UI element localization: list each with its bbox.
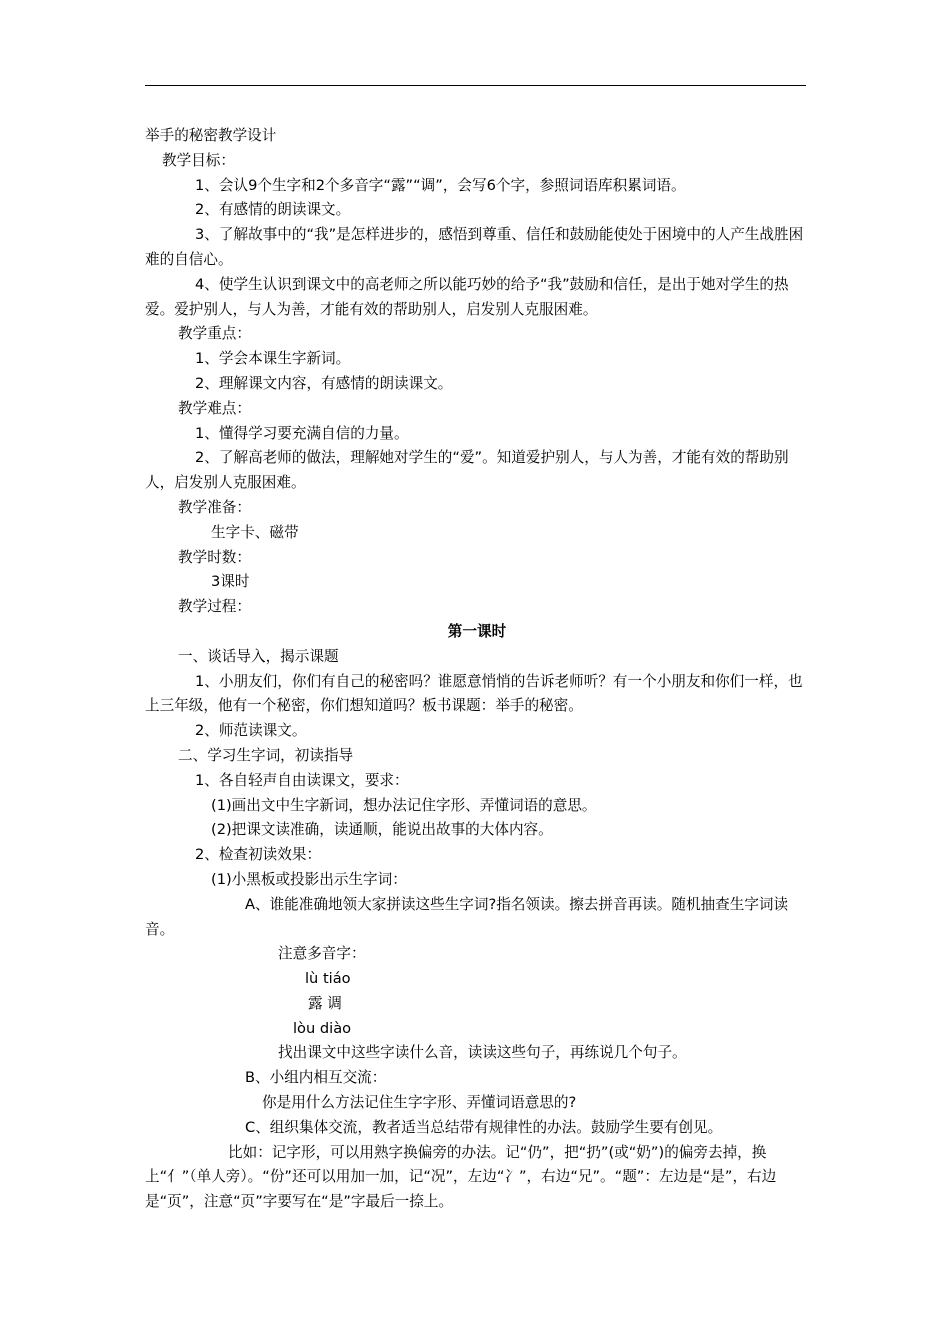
objective-2: 2、有感情的朗读课文。 — [195, 201, 351, 219]
step-one-item-2: 2、师范读课文。 — [195, 722, 307, 740]
objective-4: 4、使学生认识到课文中的高老师之所以能巧妙的给予“我”鼓励和信任，是出于她对学生的热爱。爱护别人，与人为善，才能有效的帮助别人，启发别人克服困难。 — [145, 275, 789, 318]
step-two-item-2: 2、检查初读效果： — [195, 846, 322, 864]
pinyin-row-1: lù tiáo — [305, 970, 351, 988]
example-paragraph: 比如：记字形，可以用熟字换偏旁的办法。记“仍”，把“扔”(或“奶”)的偏旁去掉，换上“亻”（单人旁）。“份”还可以用加一加，记“况”，左边“冫”，右边“兄”。“题”：左边是“是”，右边是“页”，注意“页”字要写在“是”字最后一捺上。 — [145, 1143, 777, 1211]
document-body — [145, 124, 809, 1215]
check-c: C、组织集体交流，教者适当总结带有规律性的办法。鼓励学生要有创见。 — [245, 1118, 723, 1136]
step-one-item-1: 1、小朋友们，你们有自己的秘密吗？谁愿意悄悄的告诉老师听？有一个小朋友和你们一样，也上三年级，他有一个秘密，你们想知道吗？板书课题：举手的秘密。 — [145, 672, 803, 715]
difficulty-1: 1、懂得学习要充满自信的力量。 — [195, 424, 409, 442]
header-rule — [145, 85, 806, 86]
requirement-2: (2)把课文读准确，读通顺，能说出故事的大体内容。 — [211, 821, 553, 839]
heading-preparation: 教学准备： — [178, 498, 251, 516]
find-sentences: 找出课文中这些字读什么音，读读这些句子，再练说几个句子。 — [278, 1044, 687, 1062]
pinyin-row-2: lòu diào — [293, 1019, 352, 1037]
key-point-2: 2、理解课文内容，有感情的朗读课文。 — [195, 374, 453, 392]
difficulty-2: 2、了解高老师的做法，理解她对学生的“爱”。知道爱护别人，与人为善，才能有效的帮助别人，启发别人克服困难。 — [145, 449, 789, 492]
character-row: 露 调 — [308, 994, 342, 1012]
check-b-question: 你是用什么方法记住生字字形、弄懂词语意思的? — [262, 1094, 577, 1112]
preparation-items: 生字卡、磁带 — [211, 523, 299, 541]
check-1: (1)小黑板或投影出示生字词： — [211, 870, 407, 888]
check-b: B、小组内相互交流： — [245, 1069, 387, 1087]
requirement-1: (1)画出文中生字新词，想办法记住字形、弄懂词语的意思。 — [211, 796, 597, 814]
check-a: A、谁能准确地领大家拼读这些生字词?指名领读。擦去拼音再读。随机抽查生字词读音。 — [145, 895, 789, 938]
step-two-heading: 二、学习生字词，初读指导 — [178, 746, 354, 764]
heading-objectives: 教学目标： — [162, 151, 235, 169]
step-one-heading: 一、谈话导入，揭示课题 — [178, 647, 339, 665]
section-title-lesson-1: 第一课时 — [447, 622, 507, 640]
objective-3: 3、了解故事中的“我”是怎样进步的，感悟到尊重、信任和鼓励能使处于困境中的人产生战胜困难的自信心。 — [145, 226, 804, 268]
heading-process: 教学过程： — [178, 598, 251, 616]
step-two-item-1: 1、各自轻声自由读课文，要求： — [195, 771, 409, 789]
key-point-1: 1、学会本课生字新词。 — [195, 350, 351, 368]
polyphone-note: 注意多音字： — [278, 945, 366, 963]
heading-hours: 教学时数： — [178, 548, 251, 566]
heading-key-points: 教学重点： — [178, 325, 251, 343]
heading-difficulties: 教学难点： — [178, 399, 251, 417]
objective-1: 1、会认9个生字和2个多音字“露”“调”，会写6个字，参照词语库积累词语。 — [195, 176, 686, 194]
doc-title: 举手的秘密教学设计 — [145, 127, 277, 144]
hours-value: 3课时 — [211, 573, 250, 591]
